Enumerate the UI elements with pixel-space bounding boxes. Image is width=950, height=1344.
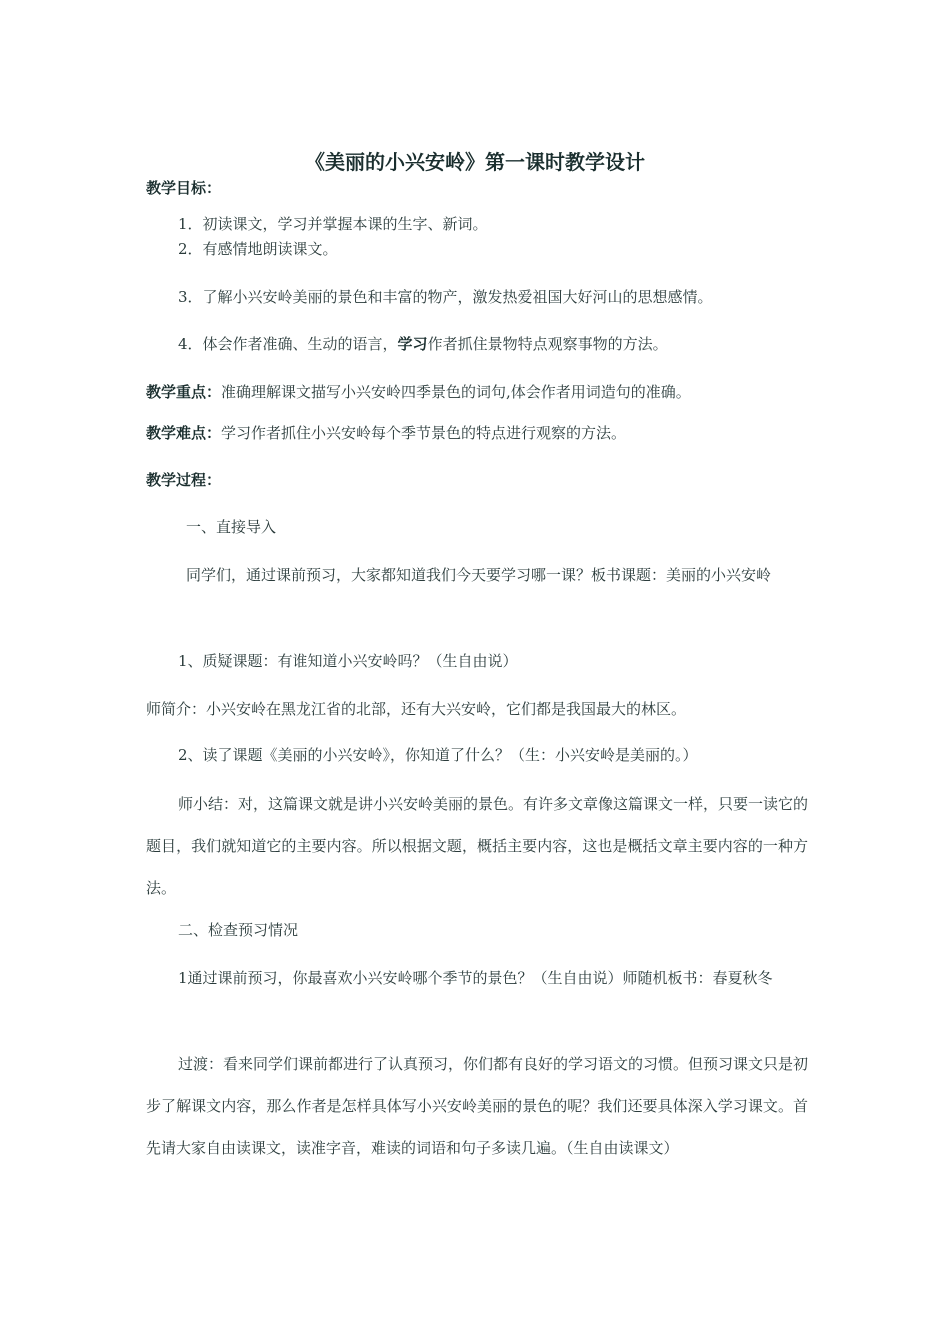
- goal-4-suffix: 作者抓住景物特点观察事物的方法。: [427, 335, 668, 353]
- paragraph-preview: 1通过课前预习，你最喜欢小兴安岭哪个季节的景色？（生自由说）师随机板书：春夏秋冬: [178, 969, 773, 987]
- question-2: 2、读了课题《美丽的小兴安岭》，你知道了什么？（生：小兴安岭是美丽的。）: [178, 746, 698, 764]
- teacher-summary: 师小结：对，这篇课文就是讲小兴安岭美丽的景色。有许多文章像这篇课文一样，只要一读它的题目，我们就知道它的主要内容。所以根据文题，概括主要内容，这也是概括文章主要内容的一种方法。: [146, 795, 809, 897]
- difficulty-label: 教学难点：: [146, 424, 222, 442]
- goal-item-4: [178, 334, 668, 354]
- goal-4-prefix: 4．体会作者准确、生动的语言，: [178, 335, 398, 353]
- key-point: [146, 382, 691, 402]
- teacher-intro: 师简介：小兴安岭在黑龙江省的北部，还有大兴安岭，它们都是我国最大的林区。: [146, 700, 687, 718]
- goal-item-2: 2．有感情地朗读课文。: [178, 240, 338, 258]
- question-1: 1、质疑课题：有谁知道小兴安岭吗？（生自由说）: [178, 652, 518, 670]
- paragraph-transition: 过渡：看来同学们课前都进行了认真预习，你们都有良好的学习语文的习惯。但预习课文只是初步了解课文内容，那么作者是怎样具体写小兴安岭美丽的景色的呢？我们还要具体深入学习课文。首先请大家自由读课文，读准字音，难读的词语和句子多读几遍。（生自由读课文）: [146, 1055, 809, 1157]
- goal-item-1: 1．初读课文，学习并掌握本课的生字、新词。: [178, 215, 488, 233]
- paragraph-intro: 同学们，通过课前预习，大家都知道我们今天要学习哪一课？板书课题：美丽的小兴安岭: [186, 566, 772, 584]
- goals-heading: 教学目标：: [146, 179, 222, 197]
- key-point-label: 教学重点：: [146, 383, 222, 401]
- difficulty-point: [146, 423, 626, 443]
- process-heading: 教学过程：: [146, 471, 222, 489]
- section-1-heading: 一、直接导入: [186, 518, 277, 536]
- key-point-text: 准确理解课文描写小兴安岭四季景色的词句,体会作者用词造句的准确。: [221, 383, 691, 401]
- goal-4-bold: 学习: [397, 335, 428, 353]
- goal-item-3: 3．了解小兴安岭美丽的景色和丰富的物产，激发热爱祖国大好河山的思想感情。: [178, 288, 713, 306]
- document-title: 《美丽的小兴安岭》第一课时教学设计: [305, 150, 645, 174]
- difficulty-text: 学习作者抓住小兴安岭每个季节景色的特点进行观察的方法。: [221, 424, 627, 442]
- section-2-heading: 二、检查预习情况: [178, 921, 299, 939]
